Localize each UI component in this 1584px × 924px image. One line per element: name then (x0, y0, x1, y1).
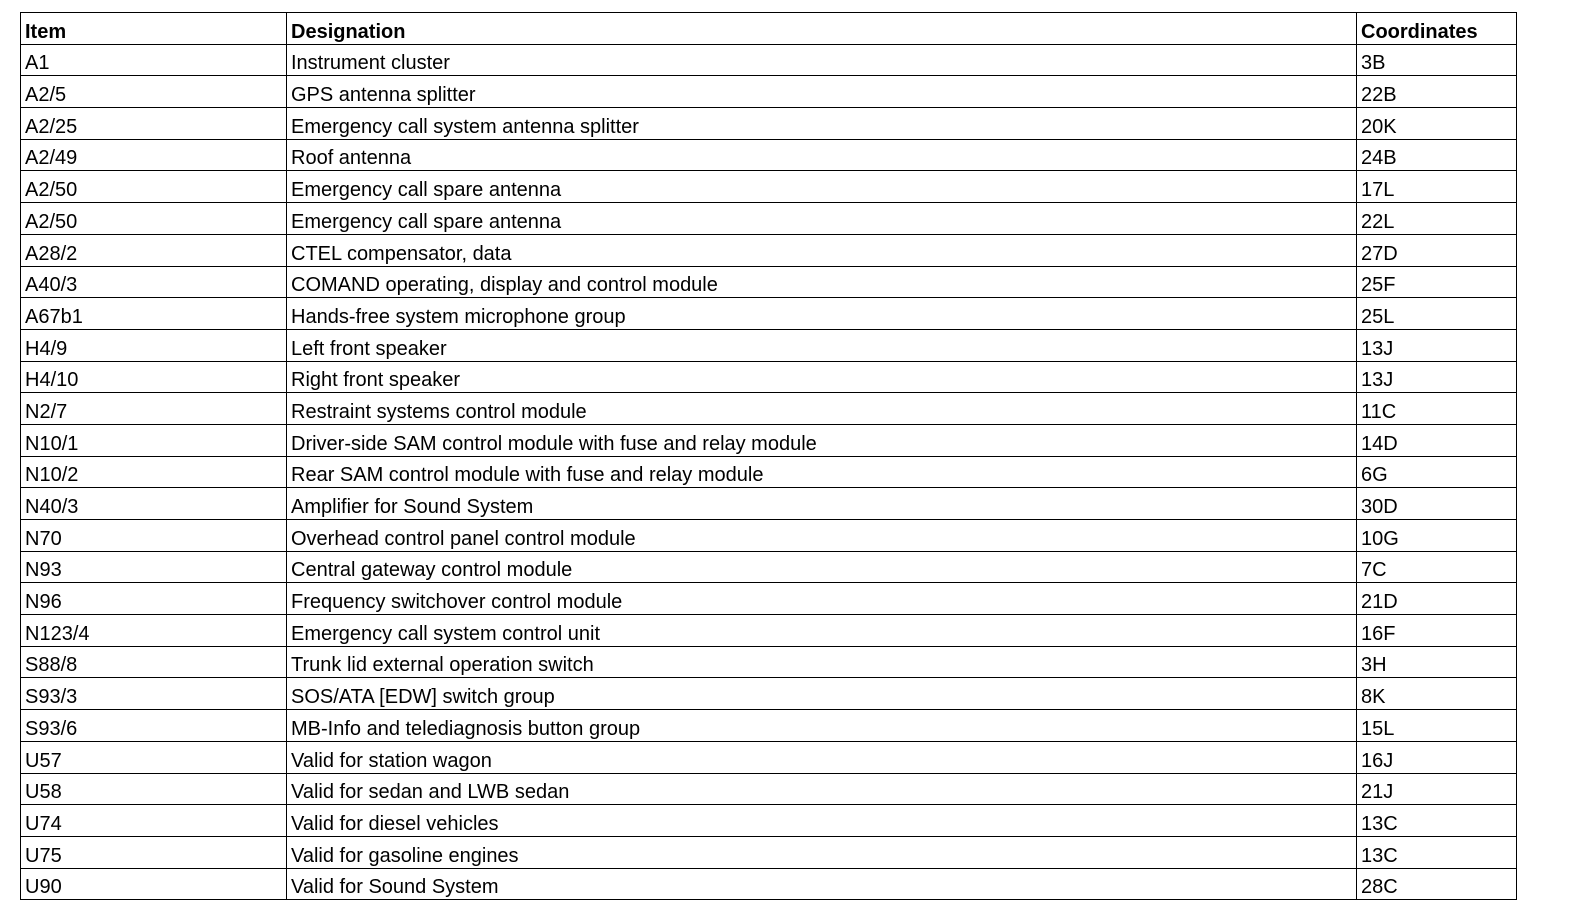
designation-cell: SOS/ATA [EDW] switch group (287, 678, 1357, 710)
header-designation: Designation (287, 13, 1357, 45)
designation-cell: GPS antenna splitter (287, 76, 1357, 108)
item-cell: H4/10 (21, 361, 287, 393)
coordinates-cell: 10G (1357, 520, 1517, 552)
designation-cell: Amplifier for Sound System (287, 488, 1357, 520)
table-row (21, 329, 1517, 361)
coordinates-cell: 8K (1357, 678, 1517, 710)
coordinates-cell: 22L (1357, 203, 1517, 235)
coordinates-cell: 24B (1357, 139, 1517, 171)
coordinates-cell: 7C (1357, 551, 1517, 583)
item-cell: U58 (21, 773, 287, 805)
table-row (21, 488, 1517, 520)
designation-cell: Left front speaker (287, 329, 1357, 361)
item-cell: A2/25 (21, 108, 287, 140)
table-row (21, 615, 1517, 647)
table-row (21, 583, 1517, 615)
coordinates-cell: 13J (1357, 329, 1517, 361)
coordinates-cell: 27D (1357, 234, 1517, 266)
coordinates-cell: 14D (1357, 424, 1517, 456)
item-cell: U90 (21, 868, 287, 900)
component-legend-table (20, 12, 1517, 900)
designation-cell: Valid for diesel vehicles (287, 805, 1357, 837)
coordinates-cell: 11C (1357, 393, 1517, 425)
designation-cell: Emergency call system control unit (287, 615, 1357, 647)
table-row (21, 710, 1517, 742)
item-cell: N10/2 (21, 456, 287, 488)
coordinates-cell: 16F (1357, 615, 1517, 647)
table-row (21, 108, 1517, 140)
table-row (21, 203, 1517, 235)
coordinates-cell: 30D (1357, 488, 1517, 520)
item-cell: A28/2 (21, 234, 287, 266)
table-row (21, 393, 1517, 425)
item-cell: N93 (21, 551, 287, 583)
item-cell: N70 (21, 520, 287, 552)
header-item: Item (21, 13, 287, 45)
item-cell: A2/50 (21, 171, 287, 203)
designation-cell: Trunk lid external operation switch (287, 646, 1357, 678)
designation-cell: CTEL compensator, data (287, 234, 1357, 266)
designation-cell: Driver-side SAM control module with fuse and relay module (287, 424, 1357, 456)
item-cell: N40/3 (21, 488, 287, 520)
coordinates-cell: 28C (1357, 868, 1517, 900)
table-row (21, 868, 1517, 900)
table-row (21, 520, 1517, 552)
coordinates-cell: 25F (1357, 266, 1517, 298)
coordinates-cell: 13J (1357, 361, 1517, 393)
header-coordinates: Coordinates (1357, 13, 1517, 45)
item-cell: U75 (21, 836, 287, 868)
item-cell: A40/3 (21, 266, 287, 298)
item-cell: U57 (21, 741, 287, 773)
item-cell: N2/7 (21, 393, 287, 425)
table-row (21, 361, 1517, 393)
coordinates-cell: 21J (1357, 773, 1517, 805)
table-row (21, 773, 1517, 805)
coordinates-cell: 17L (1357, 171, 1517, 203)
item-cell: A67b1 (21, 298, 287, 330)
item-cell: A2/5 (21, 76, 287, 108)
item-cell: S88/8 (21, 646, 287, 678)
coordinates-cell: 15L (1357, 710, 1517, 742)
table-row (21, 424, 1517, 456)
table-row (21, 298, 1517, 330)
table-row (21, 139, 1517, 171)
table-row (21, 266, 1517, 298)
coordinates-cell: 16J (1357, 741, 1517, 773)
coordinates-cell: 20K (1357, 108, 1517, 140)
designation-cell: COMAND operating, display and control module (287, 266, 1357, 298)
item-cell: N96 (21, 583, 287, 615)
table-row (21, 76, 1517, 108)
table-row (21, 678, 1517, 710)
item-cell: A2/50 (21, 203, 287, 235)
table-row (21, 836, 1517, 868)
table-row (21, 171, 1517, 203)
table-row (21, 234, 1517, 266)
designation-cell: Overhead control panel control module (287, 520, 1357, 552)
designation-cell: Instrument cluster (287, 44, 1357, 76)
table-header (21, 13, 1517, 45)
item-cell: N123/4 (21, 615, 287, 647)
designation-cell: Emergency call spare antenna (287, 203, 1357, 235)
designation-cell: Emergency call system antenna splitter (287, 108, 1357, 140)
header-row (21, 13, 1517, 45)
item-cell: A2/49 (21, 139, 287, 171)
table-body (21, 44, 1517, 900)
designation-cell: Hands-free system microphone group (287, 298, 1357, 330)
item-cell: S93/3 (21, 678, 287, 710)
coordinates-cell: 3H (1357, 646, 1517, 678)
item-cell: S93/6 (21, 710, 287, 742)
designation-cell: Restraint systems control module (287, 393, 1357, 425)
designation-cell: Emergency call spare antenna (287, 171, 1357, 203)
designation-cell: Valid for gasoline engines (287, 836, 1357, 868)
designation-cell: Rear SAM control module with fuse and relay module (287, 456, 1357, 488)
item-cell: N10/1 (21, 424, 287, 456)
designation-cell: Central gateway control module (287, 551, 1357, 583)
table-row (21, 805, 1517, 837)
designation-cell: MB-Info and telediagnosis button group (287, 710, 1357, 742)
item-cell: U74 (21, 805, 287, 837)
coordinates-cell: 13C (1357, 836, 1517, 868)
coordinates-cell: 6G (1357, 456, 1517, 488)
designation-cell: Frequency switchover control module (287, 583, 1357, 615)
coordinates-cell: 21D (1357, 583, 1517, 615)
coordinates-cell: 13C (1357, 805, 1517, 837)
designation-cell: Right front speaker (287, 361, 1357, 393)
item-cell: A1 (21, 44, 287, 76)
table-row (21, 44, 1517, 76)
designation-cell: Valid for station wagon (287, 741, 1357, 773)
table-row (21, 646, 1517, 678)
designation-cell: Valid for Sound System (287, 868, 1357, 900)
designation-cell: Valid for sedan and LWB sedan (287, 773, 1357, 805)
item-cell: H4/9 (21, 329, 287, 361)
coordinates-cell: 3B (1357, 44, 1517, 76)
coordinates-cell: 22B (1357, 76, 1517, 108)
table-row (21, 551, 1517, 583)
designation-cell: Roof antenna (287, 139, 1357, 171)
table-row (21, 456, 1517, 488)
coordinates-cell: 25L (1357, 298, 1517, 330)
table-row (21, 741, 1517, 773)
